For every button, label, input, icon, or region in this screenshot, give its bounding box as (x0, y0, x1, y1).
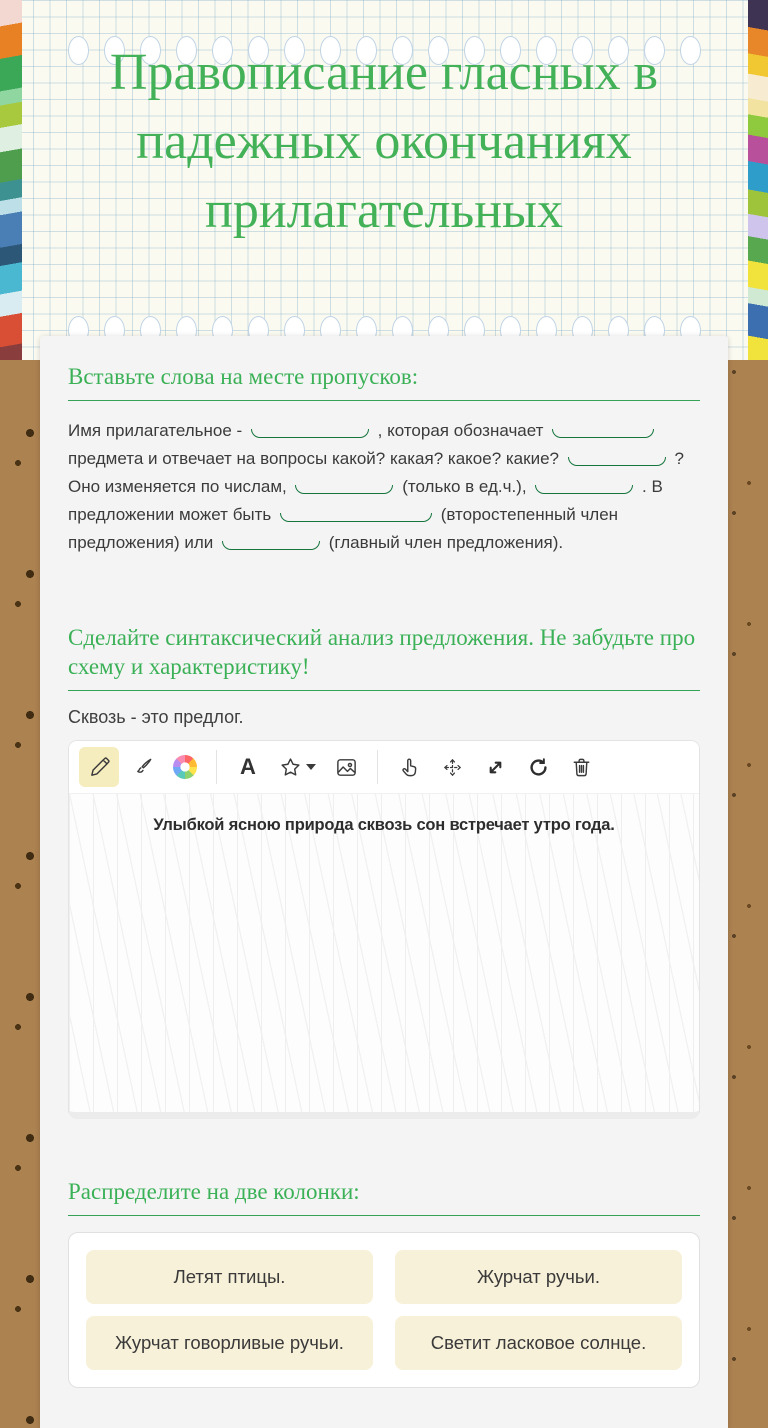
resize-arrows-icon (484, 756, 507, 779)
worksheet-header (0, 0, 768, 360)
rotate-icon (527, 756, 550, 779)
text-icon: A (240, 754, 256, 779)
fill-blanks-paragraph (68, 417, 700, 557)
blank-input-2[interactable] (552, 429, 654, 438)
resize-tool-button[interactable] (475, 747, 515, 787)
section-divider (68, 690, 700, 691)
move-tool-button[interactable] (432, 747, 472, 787)
text-tool-button[interactable] (228, 747, 268, 787)
section-spacer (68, 1119, 700, 1177)
section-heading-fill-blanks: Вставьте слова на месте пропусков: (68, 364, 419, 389)
syntax-note: Сквозь - это предлог. (68, 707, 244, 727)
blank-input-5[interactable] (535, 485, 633, 494)
fill-text-segment: (только в ед.ч.), (397, 477, 532, 496)
fill-text-segment: . В предложении может быть (68, 477, 663, 524)
insert-image-button[interactable] (326, 747, 366, 787)
rotate-tool-button[interactable] (518, 747, 558, 787)
move-icon (441, 756, 464, 779)
clear-canvas-button[interactable] (561, 747, 601, 787)
fill-text-segment: (главный член предложения). (323, 533, 564, 552)
word-card[interactable]: Журчат ручьи. (395, 1250, 682, 1304)
word-card[interactable]: Светит ласковое солнце. (395, 1316, 682, 1370)
word-bank (68, 1232, 700, 1388)
blank-input-7[interactable] (222, 541, 320, 550)
brush-tool-button[interactable] (122, 747, 162, 787)
shapes-tool-button[interactable] (271, 747, 323, 787)
fill-text-segment: предмета и отвечает на вопросы какой? какая? какое? какие? (68, 449, 564, 468)
word-card[interactable]: Летят птицы. (86, 1250, 373, 1304)
rainbow-tape-left (0, 0, 22, 360)
pencil-icon (88, 756, 111, 779)
color-wheel-icon (173, 755, 197, 779)
drawing-widget (68, 740, 700, 1119)
image-icon (335, 756, 358, 779)
section-heading-syntax: Сделайте синтаксический анализ предложения. Не забудьте про схему и характеристику! (68, 625, 696, 679)
drawing-canvas[interactable] (69, 794, 699, 1112)
pencil-tool-button[interactable] (79, 747, 119, 787)
hand-pointer-icon (398, 756, 421, 779)
rainbow-tape-right (748, 0, 768, 360)
toolbar-separator (216, 750, 217, 784)
drawing-toolbar (69, 741, 699, 794)
canvas-sentence: Улыбкой ясною природа сквозь сон встречает утро года. (153, 816, 615, 834)
section-divider (68, 1215, 700, 1216)
fill-text-segment: , которая обозначает (372, 421, 549, 440)
blank-input-4[interactable] (295, 485, 393, 494)
worksheet-body (40, 336, 728, 1428)
fill-text-segment: Имя прилагательное - (68, 421, 247, 440)
trash-icon (570, 756, 593, 779)
star-icon (279, 756, 302, 779)
fill-text-segment: ? Оно изменяется по числам, (68, 449, 684, 496)
section-heading-two-columns: Распределите на две колонки: (68, 1179, 360, 1204)
worksheet-title: Правописание гласных в падежных окончаниях прилагательных (109, 44, 659, 239)
toolbar-separator (377, 750, 378, 784)
chevron-down-icon (306, 764, 316, 770)
blank-input-6[interactable] (280, 513, 432, 522)
word-card[interactable]: Журчат говорливые ручьи. (86, 1316, 373, 1370)
section-divider (68, 400, 700, 401)
brush-icon (131, 756, 154, 779)
fill-text-segment: (второстепенный член предложения) или (68, 505, 619, 552)
blank-input-3[interactable] (568, 457, 666, 466)
pointer-tool-button[interactable] (389, 747, 429, 787)
blank-input-1[interactable] (251, 429, 369, 438)
color-picker-button[interactable] (165, 747, 205, 787)
